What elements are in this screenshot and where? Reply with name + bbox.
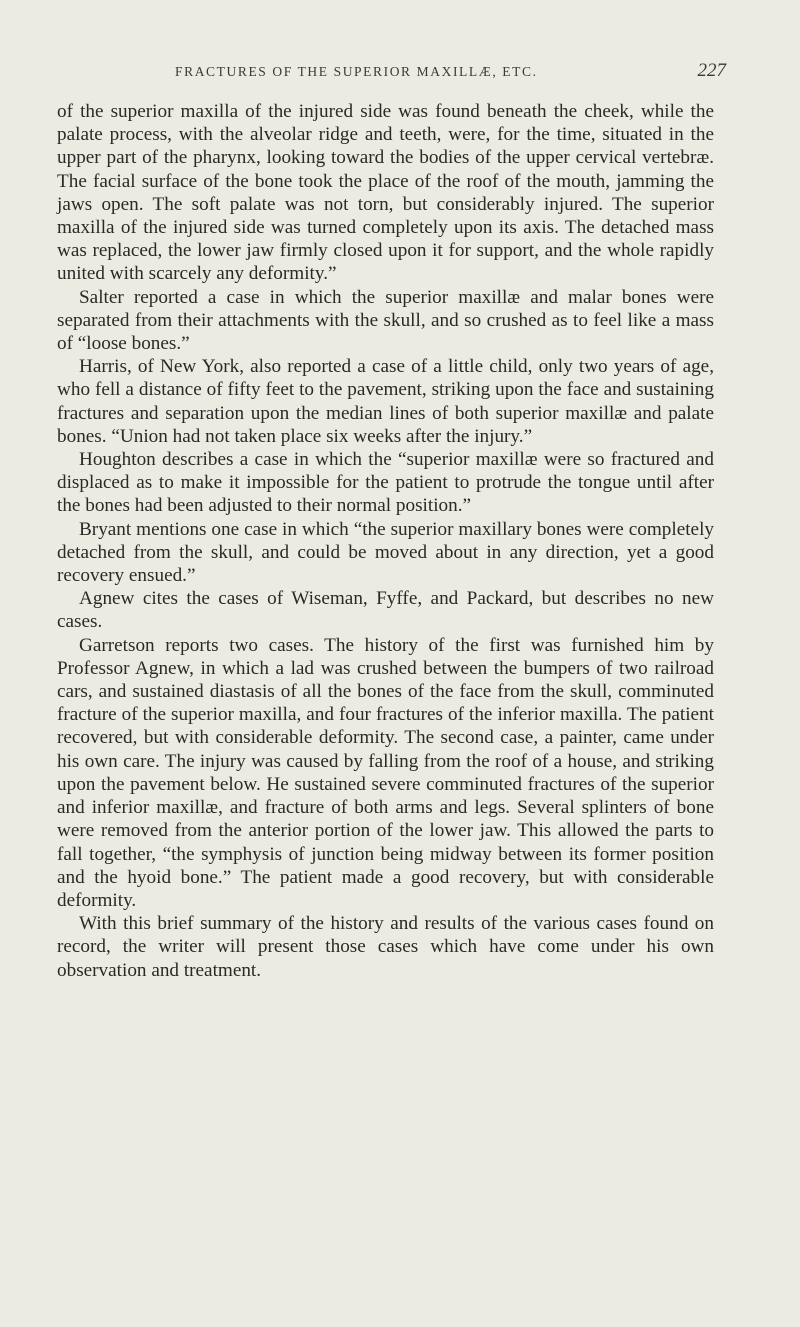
paragraph: Agnew cites the cases of Wiseman, Fyffe, and Packard, but describes no new cases. (57, 588, 714, 633)
page-number: 227 (697, 60, 726, 81)
running-head (57, 60, 726, 86)
body-text (57, 100, 714, 982)
running-title: FRACTURES OF THE SUPERIOR MAXILLÆ, ETC. (175, 64, 538, 79)
paragraph: Bryant mentions one case in which “the superior maxillary bones were completely detached from the skull, and could be moved about in any direction, yet a good recovery ensued.” (57, 518, 714, 587)
paragraph: Houghton describes a case in which the “superior maxillæ were so fractured and displaced as to make it impossible for the patient to protrude the tongue until after the bones had been adjusted to their normal position.” (57, 449, 714, 517)
paragraph: of the superior maxilla of the injured side was found beneath the cheek, while the palate process, with the alveolar ridge and teeth, were, for the time, situated in the upper part of the pharynx, looking toward the bodies of the upper cervical vertebræ. The facial surface of the bone took the place of the roof of the mouth, jamming the jaws open. The soft palate was not torn, but considerably injured. The superior maxilla of the injured side was turned completely upon its axis. The detached mass was replaced, the lower jaw firmly closed upon it for support, and the whole rapidly united with scarcely any deformity.” (57, 101, 714, 285)
paragraph: With this brief summary of the history and results of the various cases found on record, the writer will present those cases which have come under his own observation and treatment. (57, 913, 714, 981)
paragraph: Garretson reports two cases. The history of the first was furnished him by Professor Agnew, in which a lad was crushed between the bumpers of two railroad cars, and sustained diastasis of all the bones of the face from the skull, comminuted fracture of the superior maxilla, and four fractures of the inferior maxilla. The patient recovered, but with considerable deformity. The second case, a painter, came under his own care. The injury was caused by falling from the roof of a house, and striking upon the pavement below. He sustained severe comminuted fractures of the superior and inferior maxillæ, and fracture of both arms and legs. Several splinters of bone were removed from the anterior portion of the lower jaw. This allowed the parts to fall together, “the symphysis of junction being midway between its former position and the hyoid bone.” The patient made a good recovery, but with considerable deformity. (57, 634, 714, 911)
paragraph: Harris, of New York, also reported a case of a little child, only two years of age, who fell a distance of fifty feet to the pavement, striking upon the face and sustaining fractures and separation upon the median lines of both superior maxillæ and palate bones. “Union had not taken place six weeks after the injury.” (57, 356, 714, 447)
paragraph: Salter reported a case in which the superior maxillæ and malar bones were separated from their attachments with the skull, and so crushed as to feel like a mass of “loose bones.” (57, 286, 714, 355)
